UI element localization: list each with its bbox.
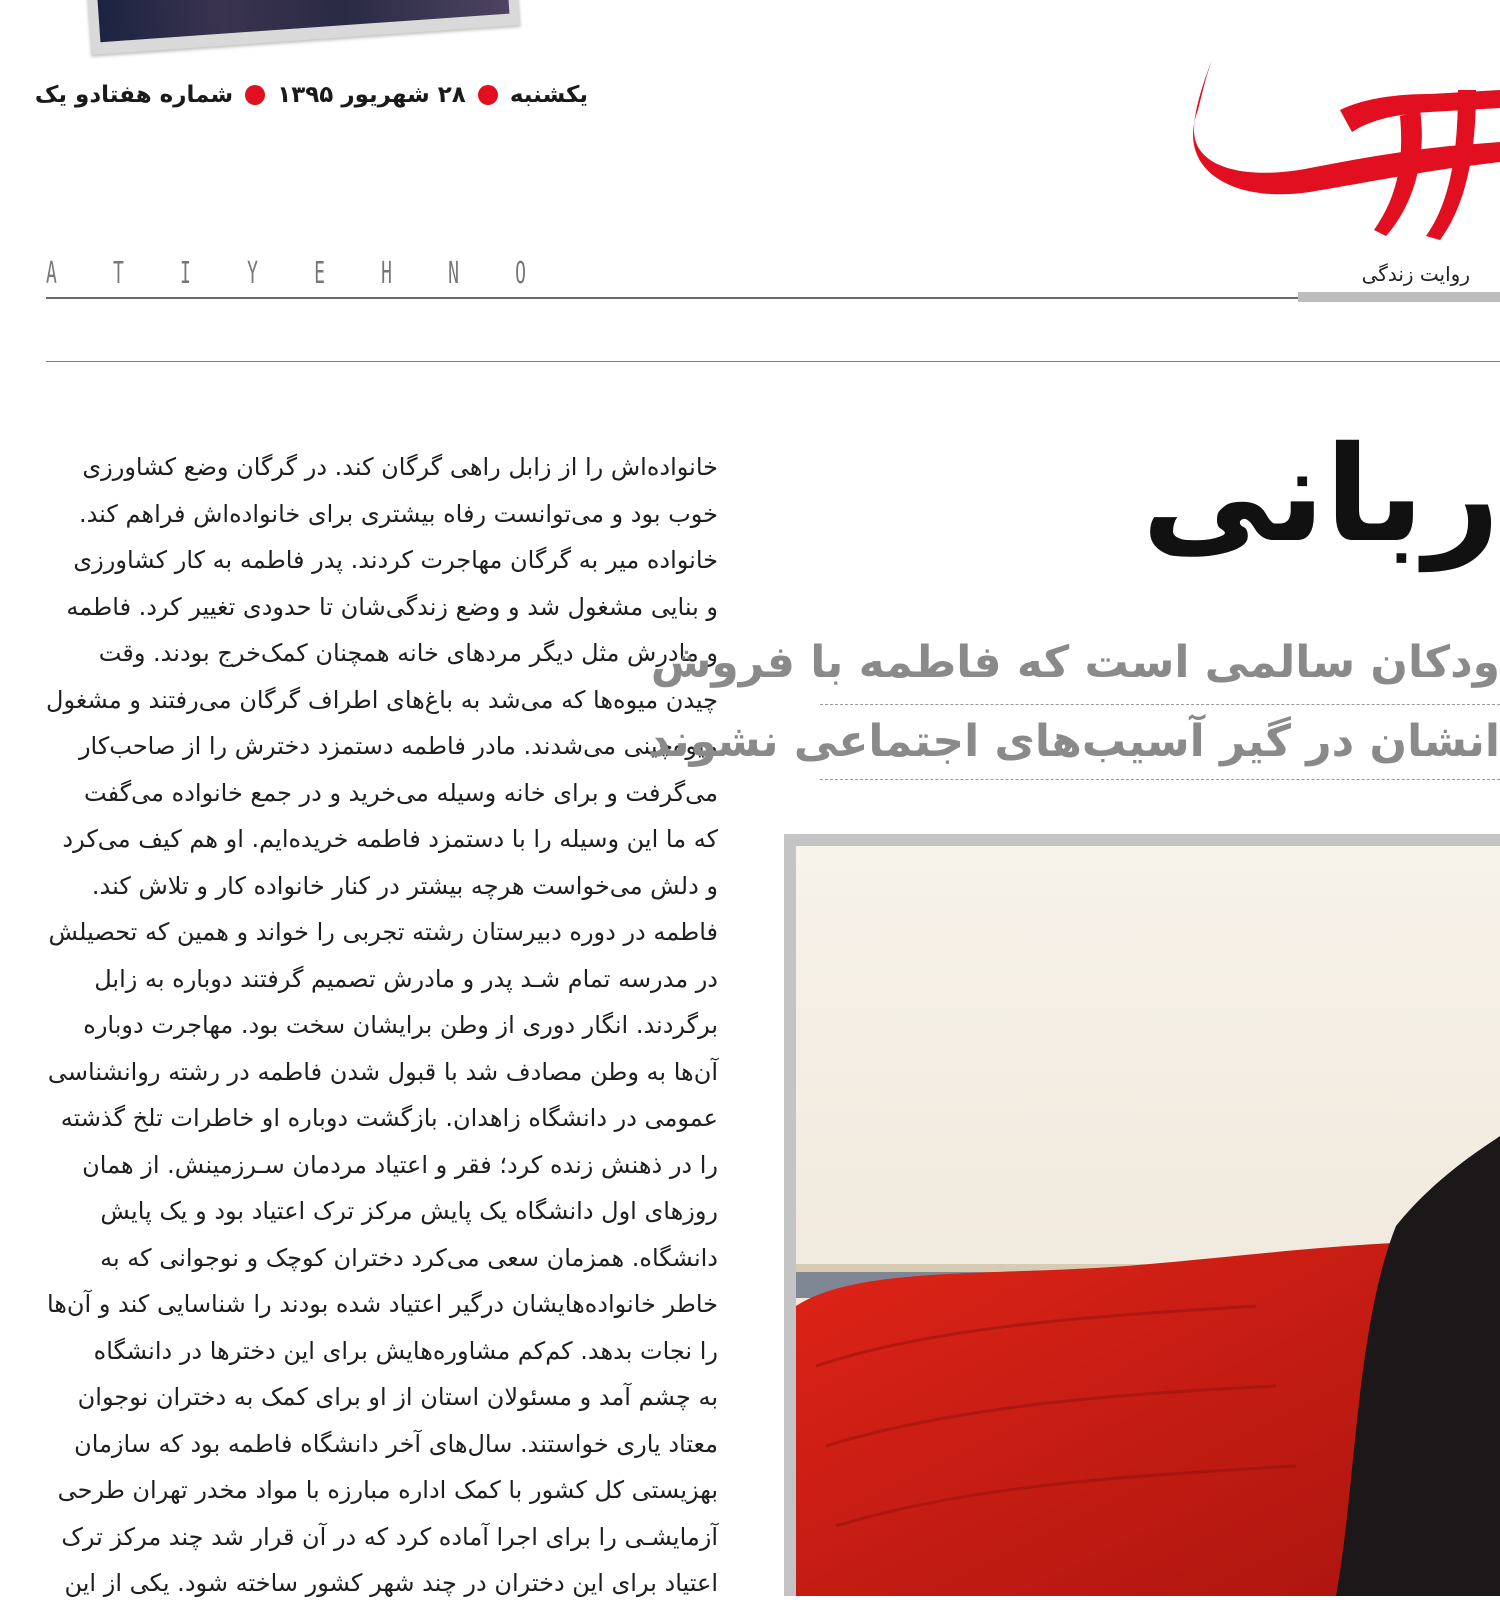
article-photo (784, 834, 1500, 1596)
latin-letter: T (113, 256, 124, 291)
body-line: خانواده میر به گرگان مهاجرت کردند. پدر فاطمه به کار کشاورزی (73, 546, 718, 574)
header-rule-accent (1298, 292, 1500, 302)
latin-letter: O (515, 256, 526, 291)
issue-info (34, 82, 588, 118)
body-line: به چشم آمد و مسئولان استان از او برای کمک به دختران نوجوان (77, 1383, 718, 1411)
red-dot-icon (245, 85, 265, 105)
article-headline: ربانی (1141, 418, 1500, 572)
body-line: فاطمه در دوره دبیرستان رشته تجربی را خواند و همین که تحصیلش (48, 918, 718, 946)
body-line: عمومی در دانشگاه زاهدان. بازگشت دوباره او خاطرات تلخ گذشته (60, 1104, 718, 1132)
latin-letter: A (46, 256, 57, 291)
body-line: خاطر خانواده‌هایشان درگیر اعتیاد شده بودند را شناسایی کند و آن‌ها (46, 1290, 718, 1318)
latin-letter: E (314, 256, 325, 291)
body-line: را نجات بدهد. کم‌کم مشاوره‌هایش برای این دخترها در دانشگاه (93, 1336, 718, 1365)
header-rule (46, 297, 1298, 299)
body-line: و دلش می‌خواست هرچه بیشتر در کنار خانواده کار و تلاش کند. (91, 871, 718, 900)
latin-letter-strip (46, 256, 526, 296)
body-line: دانشگاه. همزمان سعی می‌کرد دختران کوچک و نوجوانی که به (100, 1243, 718, 1272)
latin-letter: I (180, 256, 191, 291)
body-line: در مدرسه تمام شـد پدر و مادرش تصمیم گرفتند دوباره به زابل (94, 964, 718, 993)
latin-letter: Y (247, 256, 258, 291)
red-dot-icon (478, 85, 498, 105)
body-line: روزهای اول دانشگاه یک پایش مرکز ترک اعتیاد بود و یک پایش (100, 1197, 718, 1225)
body-line: بهزیستی کل کشور با کمک اداره مبارزه با مواد مخدر تهران طرحی (57, 1476, 718, 1504)
body-line: و مادرش مثل دیگر مردهای خانه همچنان کمک‌خرج بودند. وقت (98, 639, 718, 667)
body-line: میوه‌چینی می‌شدند. مادر فاطمه دستمزد دخترش را از صاحب‌کار (78, 732, 718, 760)
photo-illustration-icon (796, 846, 1500, 1596)
issue-date: ۲۸ شهریور ۱۳۹۵ (277, 82, 466, 108)
latin-letter: N (448, 256, 459, 291)
issue-number: شماره هفتادو یک (34, 82, 234, 108)
body-line: خانواده‌اش را از زابل راهی گرگان کند. در گرگان وضع کشاورزی (82, 453, 718, 481)
article-subhead (647, 630, 1500, 780)
body-line: چیدن میوه‌ها که می‌شد به باغ‌های اطراف گرگان می‌رفتند و مشغول (46, 685, 718, 714)
latin-letter: H (381, 256, 392, 291)
body-line: معتاد یاری خواستند. سال‌های آخر دانشگاه فاطمه بود که سازمان (74, 1429, 718, 1458)
masthead-tagline: روایت زندگی (1361, 262, 1470, 286)
section-divider (46, 361, 1500, 362)
body-line: آزمایشـی را برای اجرا آماده کرد که در آن قرار شد چند مرکز ترک (61, 1522, 718, 1551)
masthead-logo-icon (1190, 50, 1500, 240)
subhead-line: ودکان سالمی است که فاطمه با فروش (820, 630, 1500, 705)
body-line: خوب بود و می‌توانست رفاه بیشتری برای خانواده‌اش فراهم کند. (78, 499, 718, 528)
body-line: را در ذهنش زنده کرد؛ فقر و اعتیاد مردمان سـرزمینش. از همان (82, 1150, 718, 1179)
body-line: می‌گرفت و برای خانه وسیله می‌خرید و در جمع خانواده می‌گفت (84, 778, 718, 807)
body-line: آن‌ها به وطن مصادف شد با قبول شدن فاطمه در رشته روانشناسی (47, 1057, 718, 1086)
body-line: و بنایی مشغول شد و وضع زندگی‌شان تا حدودی تغییر کرد. فاطمه (66, 592, 718, 621)
top-photo-strip (86, 0, 521, 55)
body-line: برگردند. انگار دوری از وطن برایشان سخت بود. مهاجرت دوباره (83, 1011, 718, 1039)
issue-day: یکشنبه (509, 82, 588, 108)
body-line: اعتیاد برای این دختران در چند شهر کشور ساخته شود. یکی از این (64, 1569, 718, 1597)
article-body (46, 444, 718, 1597)
subhead-line: انشان در گیر آسیب‌های اجتماعی نشوند (820, 705, 1500, 780)
body-line: که ما این وسیله را با دستمزد فاطمه خریده‌ایم. او هم کیف می‌کرد (62, 825, 718, 853)
